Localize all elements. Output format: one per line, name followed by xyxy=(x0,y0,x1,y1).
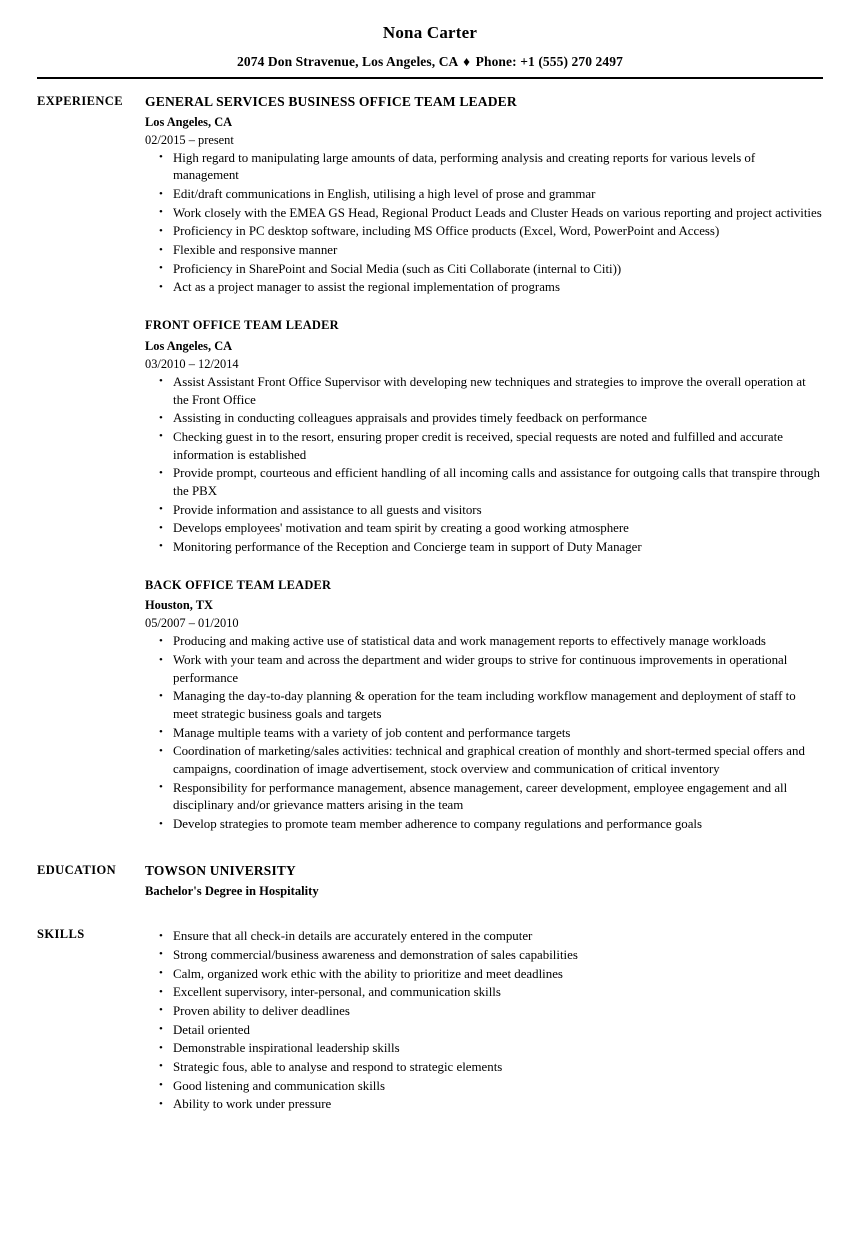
experience-section xyxy=(0,93,860,834)
job-responsibility-list xyxy=(145,150,823,297)
education-entry xyxy=(145,862,823,900)
resume-header xyxy=(0,0,860,70)
list-item: • Assisting in conducting colleagues appraisals and provides timely feedback on performance xyxy=(145,410,823,428)
education-section xyxy=(0,862,860,900)
list-item: • Proficiency in PC desktop software, including MS Office products (Excel, Word, PowerPoint and Access) xyxy=(145,223,823,241)
experience-section-label: EXPERIENCE xyxy=(37,93,123,108)
list-item: • Monitoring performance of the Reception and Concierge team in support of Duty Manager xyxy=(145,539,823,557)
resume-body xyxy=(0,79,860,1114)
job-location: Houston, TX xyxy=(145,598,213,613)
list-item: • Assist Assistant Front Office Supervisor with developing new techniques and strategies to improve the overall operation at the Front Office xyxy=(145,374,823,409)
list-item: • Proven ability to deliver deadlines xyxy=(145,1003,823,1021)
list-item: • Strong commercial/business awareness and demonstration of sales capabilities xyxy=(145,947,823,965)
education-entries xyxy=(145,862,860,900)
job-location: Los Angeles, CA xyxy=(145,339,233,354)
job-dates: 03/2010 – 12/2014 xyxy=(145,356,239,371)
job-location: Los Angeles, CA xyxy=(145,114,233,129)
experience-entries xyxy=(145,93,860,834)
list-item: • Act as a project manager to assist the regional implementation of programs xyxy=(145,279,823,297)
list-item: • Ability to work under pressure xyxy=(145,1096,823,1114)
job-responsibility-list xyxy=(145,633,823,833)
list-item: • Provide prompt, courteous and efficient handling of all incoming calls and assistance for outgoing calls that transpire through the PBX xyxy=(145,465,823,500)
list-item: • Strategic fous, able to analyse and respond to strategic elements xyxy=(145,1059,823,1077)
list-item: • Detail oriented xyxy=(145,1022,823,1040)
list-item: • Ensure that all check-in details are accurately entered in the computer xyxy=(145,928,823,946)
skills-entries xyxy=(145,926,860,1114)
skills-section-label: SKILLS xyxy=(37,927,85,942)
candidate-name: Nona Carter xyxy=(382,23,478,42)
list-item: • Coordination of marketing/sales activities: technical and graphical creation of monthly and short-termed special offers and campaigns, coordination of image advertisement, stock overview and communication of critical inventory xyxy=(145,743,823,778)
list-item: • High regard to manipulating large amounts of data, performing analysis and creating reports for various levels of management xyxy=(145,150,823,185)
list-item: • Proficiency in SharePoint and Social Media (such as Citi Collaborate (internal to Citi)) xyxy=(145,261,823,279)
job-title: FRONT OFFICE TEAM LEADER xyxy=(145,318,339,333)
list-item: • Flexible and responsive manner xyxy=(145,242,823,260)
list-item: • Calm, organized work ethic with the ability to prioritize and meet deadlines xyxy=(145,966,823,984)
education-section-label: EDUCATION xyxy=(37,862,117,877)
list-item: • Provide information and assistance to all guests and visitors xyxy=(145,502,823,520)
experience-entry xyxy=(145,578,823,834)
list-item: • Responsibility for performance management, absence management, career development, employee engagement and all disciplinary and/or grievance matters arising in the team xyxy=(145,780,823,815)
job-dates: 05/2007 – 01/2010 xyxy=(145,616,239,631)
skills-section xyxy=(0,926,860,1114)
candidate-contact-line xyxy=(0,55,860,70)
diamond-separator-icon: ♦ xyxy=(463,53,471,69)
list-item: • Managing the day-to-day planning & operation for the team including workflow management and deployment of staff to meet strategic business goals and targets xyxy=(145,688,823,723)
job-title: GENERAL SERVICES BUSINESS OFFICE TEAM LEADER xyxy=(145,93,517,109)
experience-entry xyxy=(145,318,823,556)
education-school: TOWSON UNIVERSITY xyxy=(145,862,296,878)
list-item: • Excellent supervisory, inter-personal, and communication skills xyxy=(145,984,823,1002)
list-item: • Manage multiple teams with a variety of job content and performance targets xyxy=(145,725,823,743)
list-item: • Develops employees' motivation and team spirit by creating a good working atmosphere xyxy=(145,520,823,538)
job-responsibility-list xyxy=(145,374,823,557)
list-item: • Checking guest in to the resort, ensuring proper credit is received, special requests are noted and fulfilled and accurate information is established xyxy=(145,429,823,464)
list-item: • Work with your team and across the department and wider groups to strive for continuous improvements in operational performance xyxy=(145,652,823,687)
list-item: • Demonstrable inspirational leadership skills xyxy=(145,1040,823,1058)
skills-list xyxy=(145,928,823,1114)
list-item: • Good listening and communication skills xyxy=(145,1078,823,1096)
job-title: BACK OFFICE TEAM LEADER xyxy=(145,577,332,592)
education-degree: Bachelor's Degree in Hospitality xyxy=(145,884,319,899)
experience-entry xyxy=(145,93,823,298)
job-dates: 02/2015 – present xyxy=(145,132,234,147)
list-item: • Work closely with the EMEA GS Head, Regional Product Leads and Cluster Heads on various reporting and project activities xyxy=(145,205,823,223)
candidate-phone: Phone: +1 (555) 270 2497 xyxy=(475,53,623,69)
list-item: • Edit/draft communications in English, utilising a high level of prose and grammar xyxy=(145,186,823,204)
list-item: • Develop strategies to promote team member adherence to company regulations and performance goals xyxy=(145,816,823,834)
candidate-address: 2074 Don Stravenue, Los Angeles, CA xyxy=(237,53,458,69)
list-item: • Producing and making active use of statistical data and work management reports to effectively manage workloads xyxy=(145,633,823,651)
